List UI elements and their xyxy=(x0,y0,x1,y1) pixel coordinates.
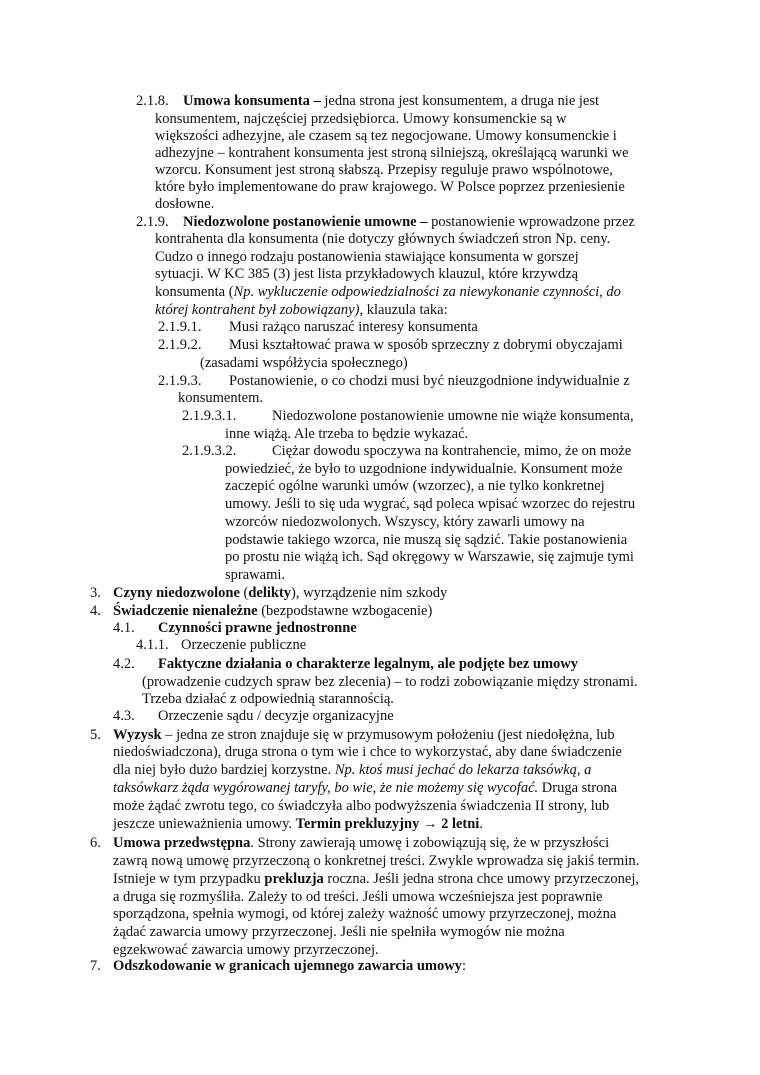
text-line xyxy=(113,957,466,975)
text-line xyxy=(225,495,635,513)
list-number: 4.2. xyxy=(113,656,135,672)
text-run: umowy. Jeśli to się uda wygrać, sąd poleca wpisać wzorzec do rejestru xyxy=(225,496,636,512)
list-number: 2.1.9. xyxy=(136,214,169,230)
bold-text: Wyzysk xyxy=(113,727,162,743)
text-run: podstawie takiego wzorca, nie muszą się sądzić. Takie postanowienia xyxy=(225,532,628,548)
text-run: Orzeczenie sądu / decyzje organizacyjne xyxy=(158,708,394,724)
list-number: 2.1.9.3. xyxy=(158,373,202,389)
text-run: konsumentem. xyxy=(178,390,263,406)
bold-text: delikty xyxy=(248,585,292,601)
text-line xyxy=(113,743,622,761)
text-line xyxy=(142,673,638,691)
text-line xyxy=(113,779,617,797)
text-run: dosłowne. xyxy=(155,196,215,212)
bold-text: Czynności prawne jednostronne xyxy=(158,620,357,636)
list-number: 2.1.8. xyxy=(136,93,169,109)
bold-text: Termin prekluzyjny → 2 letni xyxy=(295,816,480,832)
text-line xyxy=(155,144,629,162)
text-line xyxy=(178,389,263,407)
text-line xyxy=(225,513,585,531)
text-run: sporządzona, spełnia wymogi, od której zależy ważność umowy przyrzeczonej, można xyxy=(113,906,617,922)
text-line xyxy=(181,636,306,654)
bold-text: Świadczenie nienależne xyxy=(113,603,258,619)
text-run: Postanowienie, o co chodzi musi być nieuzgodnione indywidualnie z xyxy=(229,373,630,389)
list-number: 4.1.1. xyxy=(136,637,169,653)
text-line xyxy=(155,161,613,179)
text-line xyxy=(113,905,616,923)
text-line xyxy=(113,602,432,620)
text-run: może żądać zwrotu tego, co świadczyła albo podwyższenia świadczenia II strony, lub xyxy=(113,798,610,814)
bold-text: Umowa konsumenta – xyxy=(183,93,321,109)
text-run: konsumentem, najczęściej przedsiębiorca. Umowy konsumenckie są w xyxy=(155,111,567,127)
text-run: Istnieje w tym przypadku xyxy=(113,871,265,887)
text-run: wzorcu. Konsument jest stroną słabszą. Przepisy reguluje prawo wspólnotowe, xyxy=(155,162,613,178)
text-run: Cudzo o innego rodzaju postanowienia stawiające konsumenta w gorszej xyxy=(155,249,579,265)
text-line xyxy=(155,248,579,266)
text-line xyxy=(113,815,483,833)
text-run: ), wyrządzenie nim szkody xyxy=(291,585,448,601)
text-run: , klauzula taka: xyxy=(359,302,448,318)
text-line xyxy=(113,923,565,941)
text-line xyxy=(113,726,615,744)
text-run: . xyxy=(479,816,483,832)
text-line xyxy=(229,336,623,354)
list-number: 2.1.9.1. xyxy=(158,319,202,335)
text-line xyxy=(272,442,631,460)
text-run: jedna strona jest konsumentem, a druga nie jest xyxy=(320,93,600,109)
text-line xyxy=(155,195,214,213)
italic-text: Np. ktoś musi jechać do lekarza taksówką, a xyxy=(334,762,592,778)
text-line xyxy=(155,265,578,283)
text-line xyxy=(158,655,578,673)
text-line xyxy=(158,707,394,725)
text-line xyxy=(155,110,567,128)
text-run: a druga się rozmyśliła. Zależy to od treści. Jeśli umowa wcześniejsza jest poprawnie xyxy=(113,889,603,905)
list-number: 2.1.9.2. xyxy=(158,337,202,353)
text-run: konsumenta ( xyxy=(155,284,234,300)
list-number: 5. xyxy=(90,727,101,743)
text-run: roczna. Jeśli jedna strona chce umowy przyrzeczonej, xyxy=(323,871,640,887)
text-line xyxy=(225,477,605,495)
text-line xyxy=(225,531,627,549)
list-number: 7. xyxy=(90,958,101,974)
text-line xyxy=(225,425,468,443)
text-line xyxy=(155,230,610,248)
text-run: Orzeczenie publiczne xyxy=(181,637,307,653)
text-run: Musi kształtować prawa w sposób sprzeczny z dobrymi obyczajami xyxy=(229,337,623,353)
text-line xyxy=(229,318,478,336)
text-run: adhezyjne – kontrahent konsumenta jest stroną silniejszą, określającą warunki we xyxy=(155,145,629,161)
list-number: 6. xyxy=(90,835,101,851)
text-line xyxy=(225,460,622,478)
text-run: . Strony zawierają umowę i zobowiązują się, że w przyszłości xyxy=(250,835,610,851)
text-run: zaczepić ogólne warunki umów (wzorzec), a nie tylko konkretnej xyxy=(225,478,605,494)
text-line xyxy=(158,619,357,637)
text-run: zawrą nową umowę przyrzeczoną o konkretnej treści. Zwykle wprowadza się jakiś termin. xyxy=(113,853,640,869)
text-run: sytuacji. W KC 385 (3) jest lista przykładowych klauzul, które krzywdzą xyxy=(155,266,579,282)
text-line xyxy=(183,213,635,231)
text-line xyxy=(225,566,285,584)
text-line xyxy=(142,690,394,708)
text-line xyxy=(155,301,448,319)
text-line xyxy=(113,834,609,852)
text-run: niedoświadczona), druga strona o tym wie i chce to wykorzystać, aby dane świadczenie xyxy=(113,744,622,760)
text-line xyxy=(113,797,609,815)
text-line xyxy=(113,888,603,906)
italic-text: której kontrahent był zobowiązany) xyxy=(155,302,360,318)
text-line xyxy=(113,584,447,602)
bold-text: Niedozwolone postanowienie umowne – xyxy=(183,214,428,230)
text-run: Musi rażąco naruszać interesy konsumenta xyxy=(229,319,478,335)
list-number: 3. xyxy=(90,585,101,601)
text-line xyxy=(155,178,625,196)
list-number: 2.1.9.3.2. xyxy=(182,443,237,459)
bold-text: Umowa przedwstępna xyxy=(113,835,251,851)
text-line xyxy=(113,761,591,779)
list-number: 4.1. xyxy=(113,620,135,636)
text-run: sprawami. xyxy=(225,567,285,583)
text-line xyxy=(183,92,599,110)
text-run: Druga strona xyxy=(538,780,618,796)
text-run: (bezpodstawne wzbogacenie) xyxy=(257,603,433,619)
text-line xyxy=(113,852,639,870)
text-run: żądać zawarcia umowy przyrzeczonej. Jeśli nie spełniła wymogów nie można xyxy=(113,924,565,940)
italic-text: Np. wykluczenie odpowiedzialności za niewykonanie czynności, do xyxy=(233,284,621,300)
bold-text: Czyny niedozwolone xyxy=(113,585,240,601)
text-line xyxy=(155,283,621,301)
text-line xyxy=(113,870,639,888)
list-number: 2.1.9.3.1. xyxy=(182,408,237,424)
text-run: Ciężar dowodu spoczywa na kontrahencie, mimo, że on może xyxy=(272,443,632,459)
list-number: 4.3. xyxy=(113,708,135,724)
text-line xyxy=(225,548,634,566)
text-run: kontrahenta dla konsumenta (nie dotyczy głównych świadczeń stron Np. ceny. xyxy=(155,231,611,247)
text-run: : xyxy=(461,958,466,974)
text-line xyxy=(229,372,630,390)
text-run: ( xyxy=(239,585,249,601)
text-line xyxy=(155,127,617,145)
text-run: postanowienie wprowadzone przez xyxy=(427,214,635,230)
text-run: które było implementowane do praw krajowego. W Polsce poprzez przeniesienie xyxy=(155,179,625,195)
text-run: (prowadzenie cudzych spraw bez zlecenia) – to rodzi zobowiązanie między stronami. xyxy=(142,674,638,690)
text-run: egzekwować zawarcia umowy przyrzeczonej. xyxy=(113,942,379,958)
text-run: dla niej było dużo bardziej korzystne. xyxy=(113,762,335,778)
list-number: 4. xyxy=(90,603,101,619)
bold-text: Odszkodowanie w granicach ujemnego zawarcia umowy xyxy=(113,958,462,974)
text-run: wzorców niedozwolonych. Wszyscy, który zawarli umowy na xyxy=(225,514,585,530)
bold-text: prekluzja xyxy=(264,871,324,887)
text-run: Trzeba działać z odpowiednią starannością. xyxy=(142,691,394,707)
text-line xyxy=(200,354,408,372)
text-run: – jedna ze stron znajduje się w przymusowym położeniu (jest niedołężna, lub xyxy=(161,727,615,743)
text-run: większości adhezyjne, ale czasem są tez negocjowane. Umowy konsumenckie i xyxy=(155,128,617,144)
text-run: po prostu nie wiążą ich. Sąd okręgowy w Warszawie, się zajmuje tymi xyxy=(225,549,634,565)
text-run: (zasadami współżycia społecznego) xyxy=(200,355,408,371)
text-run: jeszcze unieważnienia umowy. xyxy=(113,816,296,832)
text-line xyxy=(272,407,634,425)
bold-text: Faktyczne działania o charakterze legalnym, ale podjęte bez umowy xyxy=(158,656,579,672)
text-run: Niedozwolone postanowienie umowne nie wiąże konsumenta, xyxy=(272,408,634,424)
text-run: powiedzieć, że było to uzgodnione indywidualnie. Konsument może xyxy=(225,461,623,477)
italic-text: taksówkarz żąda wygórowanej taryfy, bo wie, że nie możemy się wycofać. xyxy=(113,780,539,796)
text-run: inne wiążą. Ale trzeba to będzie wykazać. xyxy=(225,426,469,442)
